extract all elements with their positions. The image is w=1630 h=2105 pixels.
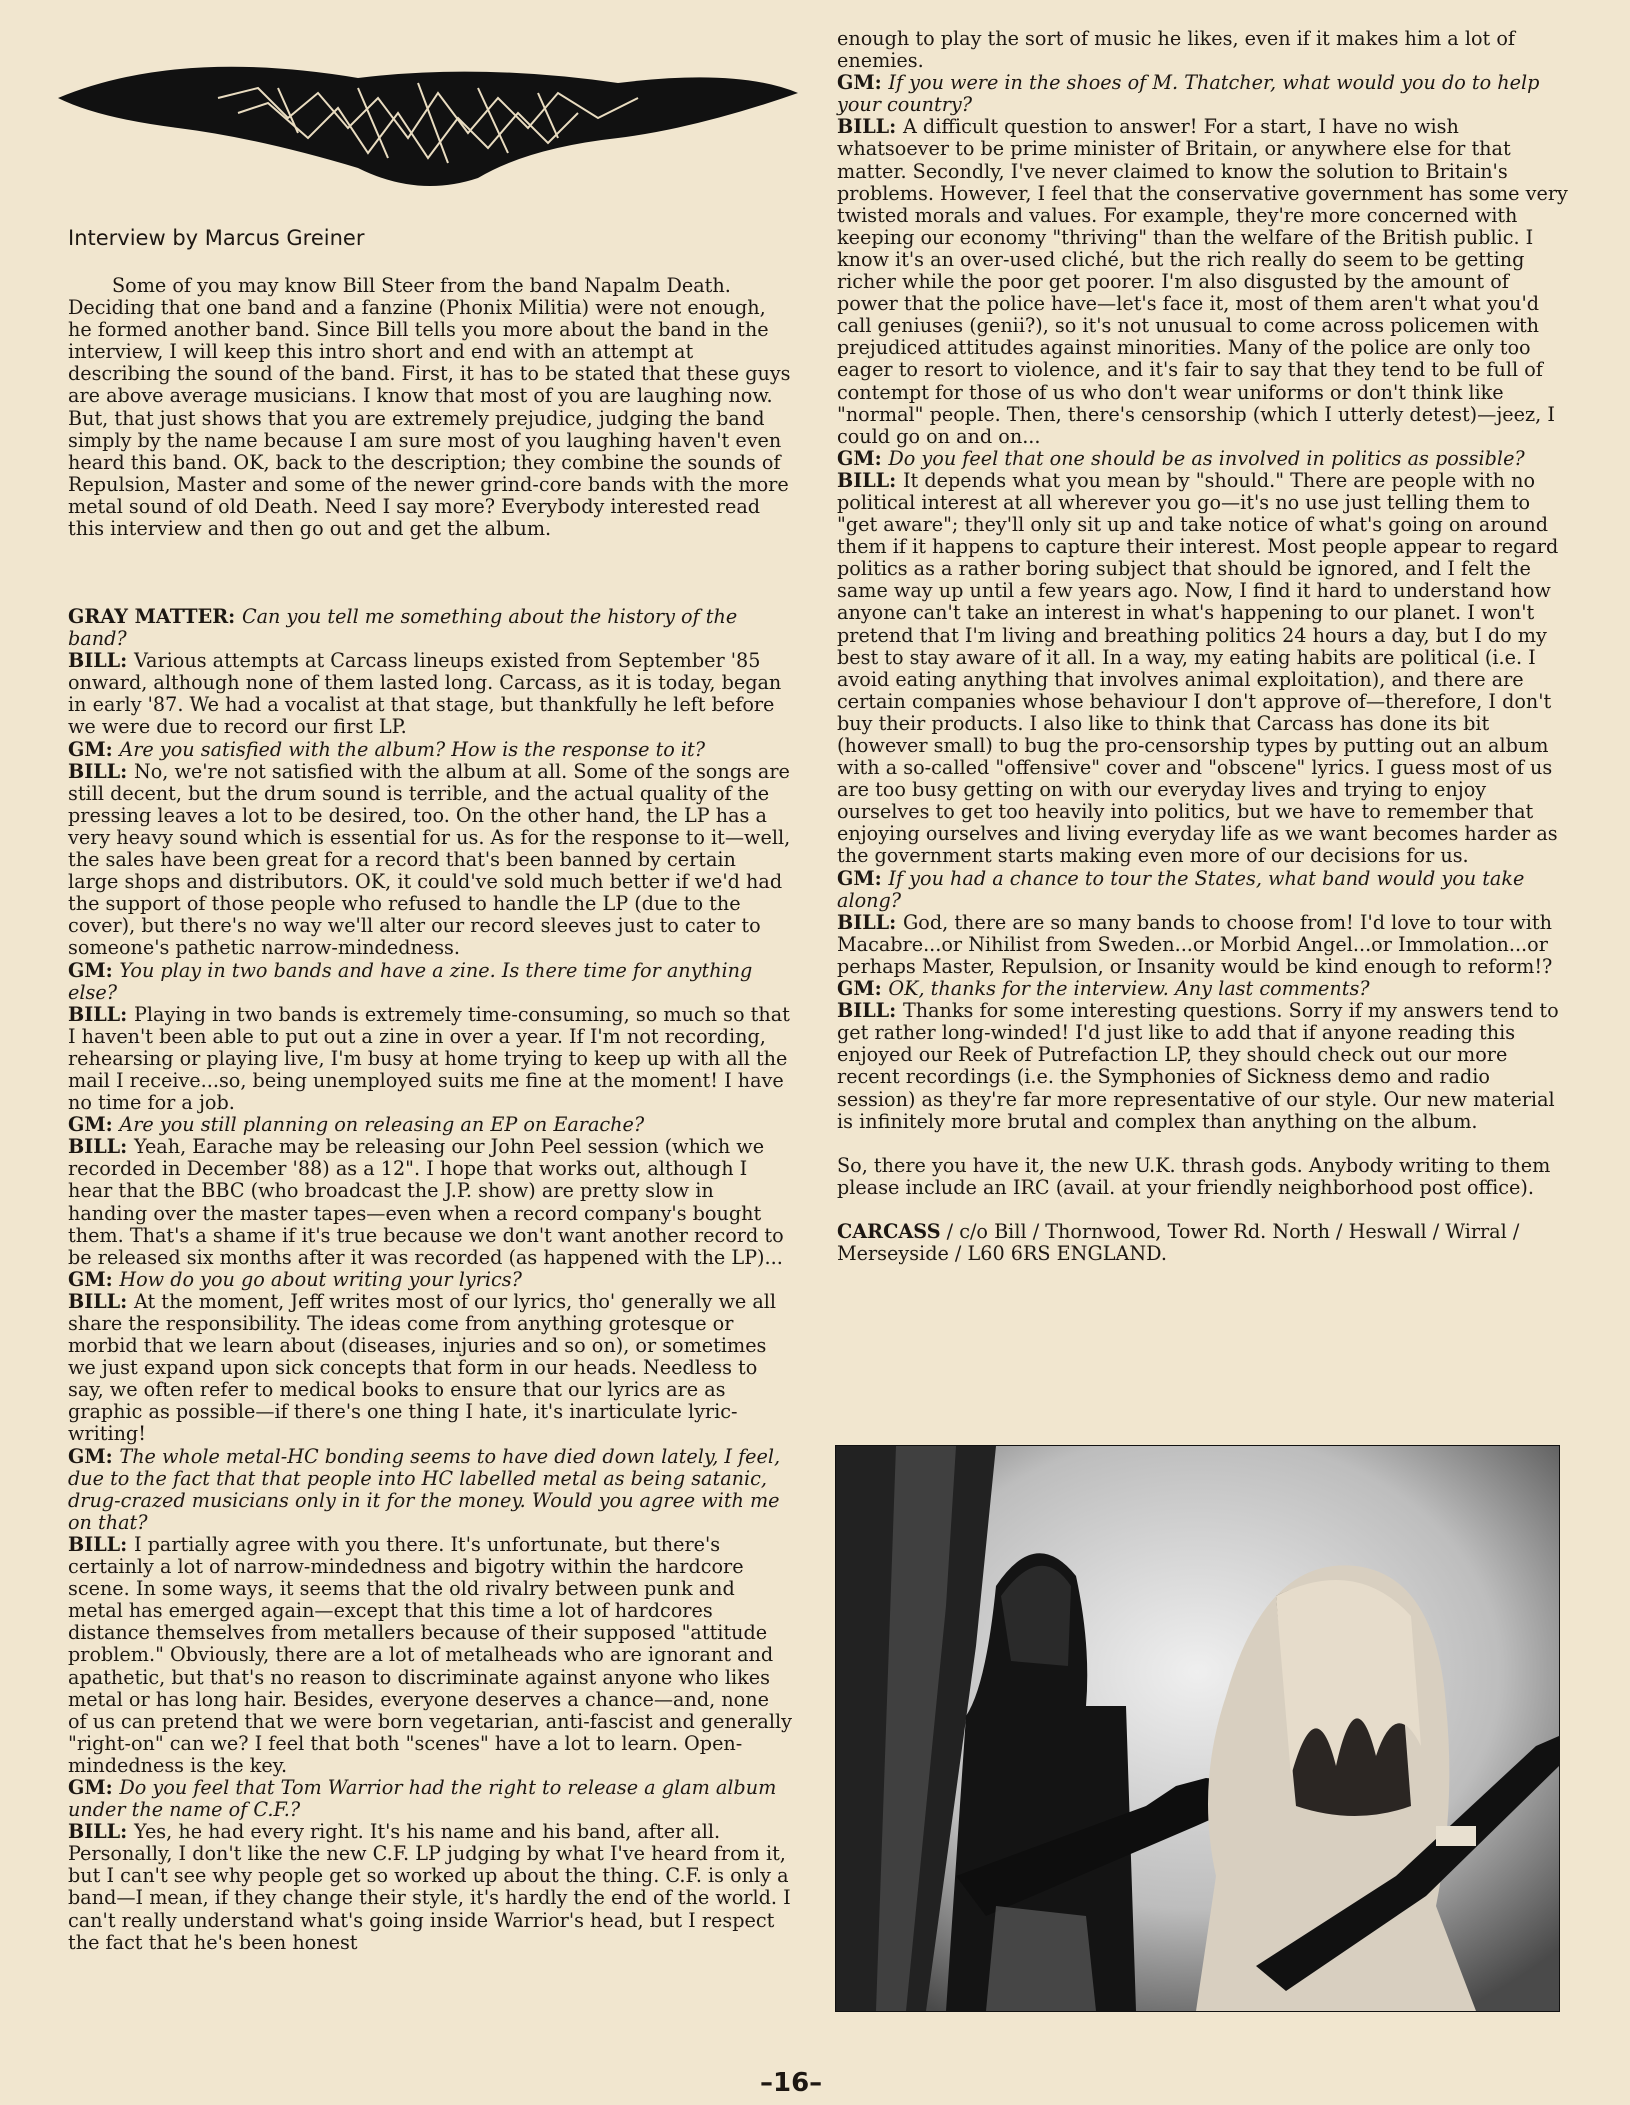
- speech-text: Playing in two bands is extremely time-consuming, so much so that I haven't been able to put out a zine in over a year. If I'm not recording, rehearsing or playing live, I'm busy at home trying to keep up with all the mail I receive...so, being unemployed suits me fine at the moment! I have no time for a job.: [68, 1002, 790, 1115]
- speaker-label: BILL:: [837, 115, 903, 139]
- interview-answer: [68, 1821, 792, 1954]
- byline: Interview by Marcus Greiner: [68, 226, 365, 250]
- speaker-label: BILL:: [837, 468, 903, 492]
- speech-text: enough to play the sort of music he likes, even if it makes him a lot of enemies.: [837, 27, 1515, 73]
- speech-text: Are you still planning on releasing an EP on Earache?: [119, 1113, 645, 1137]
- speaker-label: BILL:: [68, 649, 134, 673]
- interview-question: [837, 978, 1569, 1000]
- speech-text: It depends what you mean by "should." There are people with no political interest at all wherever you go—it's no use just telling them to "get aware"; they'll only sit up and take notice of what's going on around them if it happens to capture their interest. Most people appear to regard politics as a rather boring subject that should be ignored, and I felt the same way up until a few years ago. Now, I find it hard to understand how anyone can't take an interest in what's happening to our planet. I won't pretend that I'm living and breathing politics 24 hours a day, but I do my best to stay aware of it all. In a way, my eating habits are political (i.e. I avoid eating anything that involves animal exploitation), and there are certain companies whose behaviour I don't approve of—therefore, I don't buy their products. I also like to think that Carcass has done its bit (however small) to bug the pro-censorship types by putting out an album with a so-called "offensive" cover and "obscene" lyrics. I guess most of us are too busy getting on with our everyday lives and trying to enjoy ourselves to get too heavily into politics, but we have to remember that enjoying ourselves and living everyday life as we want becomes harder as the government starts making even more of our decisions for us.: [837, 468, 1559, 868]
- carcass-logo: [58, 58, 798, 198]
- interview-answer: [68, 1004, 792, 1114]
- speaker-label: GM:: [837, 977, 889, 1001]
- interview-answer: [837, 1000, 1569, 1133]
- interview-question: [837, 448, 1569, 470]
- right-column: [837, 28, 1569, 1265]
- speech-text: If you had a chance to tour the States, what band would you take along?: [837, 866, 1525, 912]
- right-column-interview: [837, 28, 1569, 1133]
- speaker-label: GM:: [68, 1113, 120, 1137]
- speaker-label: BILL:: [837, 999, 903, 1023]
- interview-answer: [68, 650, 792, 738]
- interview-question: [68, 960, 792, 1004]
- interview-question: [68, 1777, 792, 1821]
- speaker-label: GM:: [68, 737, 120, 761]
- speaker-label: BILL:: [68, 1135, 134, 1159]
- speech-text: Do you feel that one should be as involved in politics as possible?: [888, 446, 1525, 470]
- interview-answer: [68, 1534, 792, 1777]
- speaker-label: GRAY MATTER:: [68, 605, 242, 628]
- interview-answer: [837, 28, 1569, 72]
- speech-text: How do you go about writing your lyrics?: [119, 1267, 522, 1291]
- speech-text: OK, thanks for the interview. Any last comments?: [888, 977, 1370, 1001]
- speaker-label: GM:: [68, 1267, 120, 1291]
- speaker-label: BILL:: [68, 759, 134, 783]
- interview-answer: [68, 1136, 792, 1269]
- interview-answer: [68, 761, 792, 960]
- speech-text: The whole metal-HC bonding seems to have died down lately, I feel, due to the fact that that people into HC labelled metal as being satanic, drug-crazed musicians only in it for the money. Would you agree with me on that?: [68, 1444, 781, 1534]
- interview-question: [68, 1114, 792, 1136]
- speech-text: No, we're not satisfied with the album at all. Some of the songs are still decent, but the drum sound is terrible, and the actual quality of the pressing leaves a lot to be desired, too. On the other hand, the LP has a very heavy sound which is essential for us. As for the response to it—well, the sales have been great for a record that's been banned by certain large shops and distributors. OK, it could've sold much better if we'd had the support of those people who refused to handle the LP (due to the cover), but there's no way we'll alter our record sleeves just to cater to someone's pathetic narrow-mindedness.: [68, 759, 791, 960]
- interview-answer: [68, 1291, 792, 1446]
- speaker-label: GM:: [837, 71, 889, 95]
- speaker-label: GM:: [68, 1775, 120, 1799]
- speech-text: A difficult question to answer! For a start, I have no wish whatsoever to be prime minister of Britain, or anywhere else for that matter. Secondly, I've never claimed to know the solution to Britain's problems. However, I feel that the conservative government has some very twisted morals and values. For example, they're more concerned with keeping our economy "thriving" than the welfare of the British public. I know it's an over-used cliché, but the rich really do seem to be getting richer while the poor get poorer. I'm also disgusted by the amount of power that the police have—let's face it, most of them aren't what you'd call geniuses (genii?), so it's not unusual to come across policemen with prejudiced attitudes against minorities. Many of the police are only too eager to resort to violence, and it's fair to say that they tend to be full of contempt for those of us who don't wear uniforms or don't think like "normal" people. Then, there's censorship (which I utterly detest)—jeez, I could go on and on...: [837, 115, 1568, 448]
- interview-question: [68, 1446, 792, 1534]
- speaker-label: BILL:: [68, 1289, 134, 1313]
- speaker-label: GM:: [68, 958, 120, 982]
- speaker-label: BILL:: [68, 1532, 134, 1556]
- speech-text: Can you tell me something about the history of the band?: [68, 605, 738, 651]
- interview-question: [837, 72, 1569, 116]
- interview-question: [68, 606, 792, 650]
- speech-text: Thanks for some interesting questions. Sorry if my answers tend to get rather long-winded! I'd just like to add that if anyone reading this enjoyed our Reek of Putrefaction LP, they should check out our more recent recordings (i.e. the Symphonies of Sickness demo and radio session) as they're far more representative of our style. Our new material is infinitely more brutal and complex than anything on the album.: [837, 999, 1559, 1133]
- intro-text: [68, 275, 792, 540]
- address-text: / c/o Bill / Thornwood, Tower Rd. North / Heswall / Wirral / Merseyside / L60 6RS ENGLAND.: [837, 1219, 1520, 1265]
- speech-text: At the moment, Jeff writes most of our lyrics, tho' generally we all share the responsibility. The ideas come from anything grotesque or morbid that we learn about (diseases, injuries and so on), or sometimes we just expand upon sick concepts that form in our heads. Needless to say, we often refer to medical books to ensure that our lyrics are as graphic as possible—if there's one thing I hate, it's inarticulate lyric-writing!: [68, 1289, 777, 1446]
- interview-answer: [837, 116, 1569, 447]
- speech-text: Various attempts at Carcass lineups existed from September '85 onward, although none of them lasted long. Carcass, as it is today, began in early '87. We had a vocalist at that stage, but thankfully he left before we were due to record our first LP.: [68, 649, 782, 739]
- speaker-label: BILL:: [68, 1002, 134, 1026]
- page-number: –16–: [760, 2068, 823, 2098]
- intro-paragraph: Some of you may know Bill Steer from the band Napalm Death. Deciding that one band and a fanzine (Phonix Militia) were not enough, he formed another band. Since Bill tells you more about the band in the interview, I will keep this intro short and end with an attempt at describing the sound of the band. First, it has to be stated that these guys are above average musicians. I know that most of you are laughing now. But, that just shows that you are extremely prejudice, judging the band simply by the name because I am sure most of you laughing haven't even heard this band. OK, back to the description; they combine the sounds of Repulsion, Master and some of the newer grind-core bands with the more metal sound of old Death. Need I say more? Everybody interested read this interview and then go out and get the album.: [68, 274, 791, 541]
- speaker-label: BILL:: [837, 910, 903, 934]
- interview-answer: [837, 912, 1569, 978]
- speech-text: Are you satisfied with the album? How is the response to it?: [119, 737, 706, 761]
- outro-text: So, there you have it, the new U.K. thrash gods. Anybody writing to them please include an IRC (avail. at your friendly neighborhood post office).: [837, 1153, 1551, 1199]
- interview-answer: [837, 470, 1569, 868]
- speech-text: Yes, he had every right. It's his name and his band, after all. Personally, I don't like the new C.F. LP judging by what I've heard from it, but I can't see why people get so worked up about the thing. C.F. is only a band—I mean, if they change their style, it's hardly the end of the world. I can't really understand what's going inside Warrior's head, but I respect the fact that he's been honest: [68, 1820, 791, 1954]
- speaker-label: GM:: [837, 866, 889, 890]
- speech-text: You play in two bands and have a zine. Is there time for anything else?: [68, 958, 753, 1004]
- speech-text: If you were in the shoes of M. Thatcher, what would you do to help your country?: [837, 71, 1540, 117]
- band-name: CARCASS: [837, 1219, 941, 1243]
- speaker-label: GM:: [68, 1444, 120, 1468]
- speech-text: God, there are so many bands to choose from! I'd love to tour with Macabre...or Nihilist from Sweden...or Morbid Angel...or Immolation...or perhaps Master, Repulsion, or Insanity would be kind enough to reform!?: [837, 910, 1553, 978]
- speech-text: Do you feel that Tom Warrior had the right to release a glam album under the name of C.F.?: [68, 1775, 777, 1822]
- band-photo: [835, 1445, 1560, 2012]
- interview-question: [68, 1269, 792, 1291]
- left-column-interview: [68, 606, 792, 1954]
- speaker-label: GM:: [837, 446, 889, 470]
- speech-text: Yeah, Earache may be releasing our John Peel session (which we recorded in December '88) as a 12". I hope that works out, although I hear that the BBC (who broadcast the J.P. show) are pretty slow in handing over the master tapes—even when a record company's bought them. That's a shame if it's true because we don't want another record to be released six months after it was recorded (as happened with the LP)...: [68, 1135, 784, 1269]
- contact-address: [837, 1221, 1569, 1265]
- interview-question: [837, 868, 1569, 912]
- speech-text: I partially agree with you there. It's unfortunate, but there's certainly a lot of narrow-mindedness and bigotry within the hardcore scene. In some ways, it seems that the old rivalry between punk and metal has emerged again—except that this time a lot of hardcores distance themselves from metallers because of their supposed "attitude problem." Obviously, there are a lot of metalheads who are ignorant and apathetic, but that's no reason to discriminate against anyone who likes metal or has long hair. Besides, everyone deserves a chance—and, none of us can pretend that we were born vegetarian, anti-fascist and generally "right-on" can we? I feel that both "scenes" have a lot to learn. Open-mindedness is the key.: [68, 1532, 792, 1777]
- interview-question: [68, 739, 792, 761]
- speaker-label: BILL:: [68, 1820, 134, 1844]
